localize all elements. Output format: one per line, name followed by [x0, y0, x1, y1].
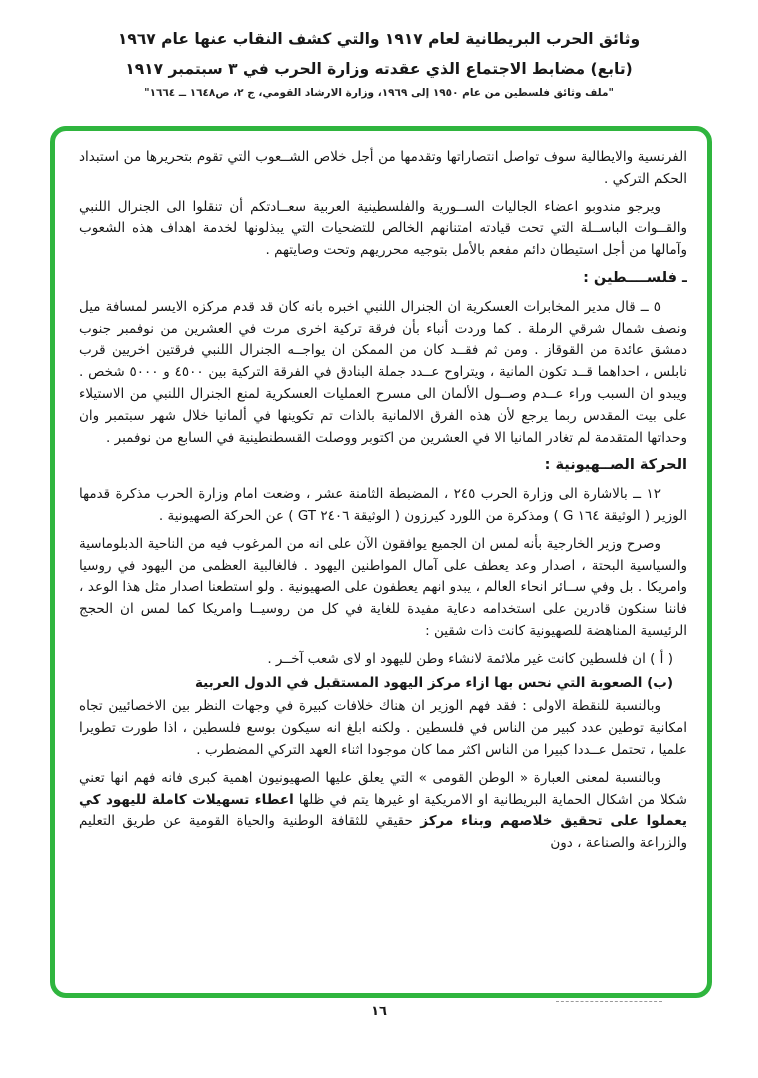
highlight-frame — [50, 126, 712, 998]
paragraph-continuation: الفرنسية والايطالية سوف تواصل انتصاراتها وتقدمها من أجل خلاص الشــعوب التي تقوم بتحريرها من استبداد الحكم التركي . — [79, 149, 687, 187]
paragraph-foreign-minister: وصرح وزير الخارجية بأنه لمس ان الجميع يوافقون الآن على انه من المرغوب فيه من الناحية الدبلوماسية والسياسية البحتة ، اصدار وعد يعطف على آمال المواطنين اليهود . فالغالبية العظمى من اليهود في روسيا وامريكا . بل وفي ســائر انحاء العالم ، يبدو انهم يعطفون على الصهيونية . ولو استطعنا اصدار مثل هذا الوعد ، فاننا سنكون قادرين على استخدامه دعاية مفيدة للغاية في كل من روسيــا وامريكا كما لمس ان الحجج الرئيسية المناهضة للصهيونية كانت ذات شقين : — [79, 535, 687, 639]
paragraph-national-home-end: حقيقي للثقافة الوطنية والحياة القومية عن طريق التعليم والزراعة والصناعة ، دون — [79, 813, 687, 852]
paragraph-national-home-bold: اعطاء تسهيلات كاملة لليهود كي يعملوا على تحقيق خلاصهم وبناء مركز — [79, 791, 687, 830]
document-title-line2: (تابع) مضابط الاجتماع الذي عقدته وزارة الحرب في ٣ سبتمبر ١٩١٧ — [125, 60, 633, 78]
scan-dashed-line-artifact — [556, 1001, 662, 1002]
paragraph-national-home-start: وبالنسبة لمعنى العبارة « الوطن القومى » التي يعلق عليها الصهيونيون اهمية كبرى فانه فهم انها تعني شكلا من اشكال الحماية البريطانية او الامريكية او غيرها يتم في ظلها — [79, 769, 687, 808]
paragraph-delegates: ويرجو مندوبو اعضاء الجاليات الســورية والفلسطينية العربية سعــادتكم أن تنقلوا الى الجنرال اللنبي والقــوات الباســلة التي تحت قيادته امتنانهم الخالص للتضحيات التي يبذلونها لخدمة اهداف هذه الشعوب وآمالها من أجل استيطان دائم مفعم بالأمل بتوجيه محرريهم وتحت وصايتهم . — [79, 198, 687, 259]
list-item-b: (ب) الصعوبة التي نحس بها ازاء مركز اليهود المستقبل في الدول العربية — [194, 674, 673, 691]
section-heading-palestine: ـ فلســــطين : — [583, 269, 687, 286]
document-title-line1: وثائق الحرب البريطانية لعام ١٩١٧ والتي كشف النقاب عنها عام ١٩٦٧ — [117, 30, 641, 48]
list-item-a: ( أ ) ان فلسطين كانت غير ملائمة لانشاء وطن لليهود او لاى شعب آخــر . — [267, 650, 673, 667]
paragraph-item-5: ٥ ــ قال مدير المخابرات العسكرية ان الجنرال اللنبي اخبره بانه كان قد قدم مركزه الايسر لمسافة ميل ونصف شمال شرقي الرملة . كما وردت أنباء بأن فرقة تركية اخرى مرت في العشرين من نوفمبر جنوب دمشق عائدة من القوقاز . ومن ثم فقــد كان من الممكن ان يواجــه الجنرال اللنبي فرقتين اخريين قرب نابلس ، احداهما قــد تكون المانية ، ويتراوح عــدد جملة البنادق في الفرقة التركية بين ٤٥٠٠ و ٥٠٠٠ شخص . ويبدو ان السبب وراء عــدم وصــول الألمان الى مسرح العمليات العسكرية لمنع الجنرال اللنبي من الاستيلاء على بيت المقدس ربما يرجع لأن هذه الفرق الالمانية بالذات تم تكوينها في ألمانيا خلال شهر سبتمبر وان وحداتها المتقدمة لم تغادر المانيا الا في العشرين من اكتوبر ووصلت القسطنطينية في السابع من نوفمبر . — [79, 298, 687, 446]
document-header — [0, 0, 758, 99]
page-number: ١٦ — [371, 1004, 387, 1019]
document-source-citation: "ملف وثائق فلسطين من عام ١٩٥٠ إلى ١٩٦٩، وزارة الارشاد القومي، ج ٢، ص١٦٤٨ ــ ١٦٦٤" — [144, 87, 614, 99]
paragraph-national-home — [79, 768, 687, 855]
document-body-text — [79, 147, 687, 993]
paragraph-first-point: وبالنسبة للنقطة الاولى : فقد فهم الوزير ان هناك خلافات كبيرة في وجهات النظر بين الاخصائيين تجاه امكانية توطين عدد كبير من الناس في فلسطين . ولكنه ابلغ انه سيكون بوسع فلسطين ، اذا طورت تطويرا علميا ، تحتمل عــددا كبيرا من الناس اكثر مما كان موجودا اثناء العهد التركي المضطرب . — [79, 698, 687, 758]
paragraph-item-12: ١٢ ــ بالاشارة الى وزارة الحرب ٢٤٥ ، المضبطة الثامنة عشر ، وضعت امام وزارة الحرب مذكرة قدمها الوزير ( الوثيقة ١٦٤ G ) ومذكرة من اللورد كيرزون ( الوثيقة ٢٤٠٦ GT ) عن الحركة الصهيونية . — [79, 486, 687, 524]
section-heading-zionist-movement: الحركة الصــهيونية : — [544, 457, 687, 474]
